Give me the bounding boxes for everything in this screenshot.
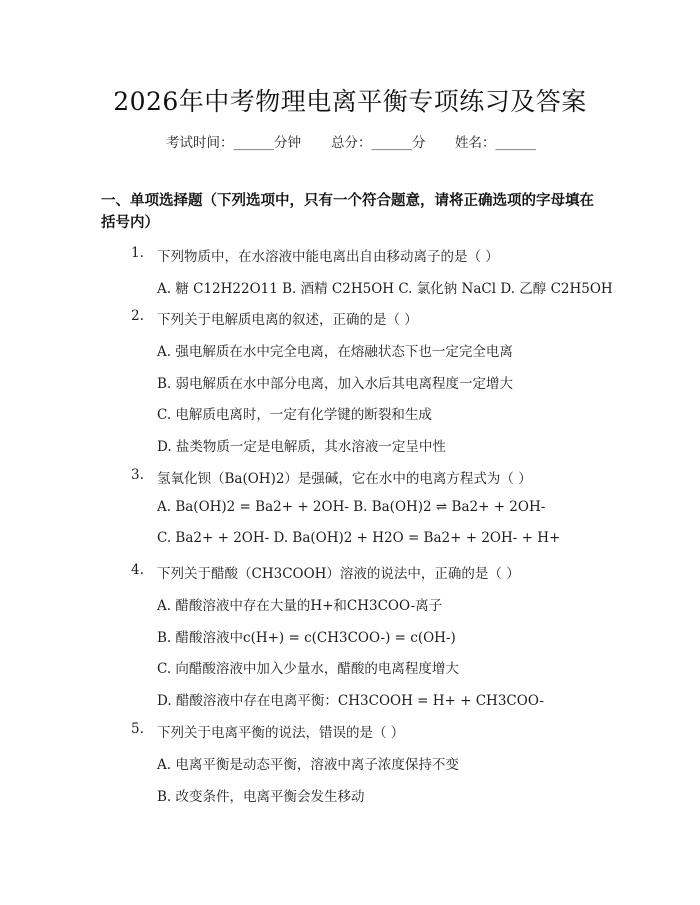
score-field: 总分：______分	[331, 135, 426, 151]
question-option: C. 电解质电离时，一定有化学键的断裂和生成	[157, 407, 432, 423]
question-option: A. 醋酸溶液中存在大量的H+和CH3COO-离子	[157, 598, 443, 614]
question-number: 1.	[131, 245, 144, 261]
question-text: 下列关于醋酸（CH3COOH）溶液的说法中，正确的是（ ）	[157, 566, 520, 582]
section-heading: 一、单项选择题（下列选项中，只有一个符合题意，请将正确选项的字母填在括号内）	[101, 192, 594, 231]
question-text: 氢氧化钡（Ba(OH)2）是强碱，它在水中的电离方程式为（ ）	[157, 471, 532, 487]
question-option: A. 强电解质在水中完全电离，在熔融状态下也一定完全电离	[157, 344, 513, 360]
question-option: A. 电离平衡是动态平衡，溶液中离子浓度保持不变	[157, 757, 459, 773]
name-field: 姓名：______	[455, 135, 536, 151]
question-number: 3.	[131, 467, 144, 483]
question-option: B. 醋酸溶液中c(H+) = c(CH3COO-) = c(OH-)	[157, 630, 456, 646]
question-number: 2.	[131, 308, 144, 324]
question-option: C. 向醋酸溶液中加入少量水，醋酸的电离程度增大	[157, 661, 459, 677]
question-number: 5.	[131, 721, 144, 737]
question-option: A. Ba(OH)2 = Ba2+ + 2OH- B. Ba(OH)2 ⇌ Ba2+ + 2OH-	[157, 499, 546, 515]
question-option: C. Ba2+ + 2OH- D. Ba(OH)2 + H2O = Ba2+ + 2OH- + H+	[157, 530, 561, 546]
question-option: B. 弱电解质在水中部分电离，加入水后其电离程度一定增大	[157, 376, 514, 392]
page-title: 2026年中考物理电离平衡专项练习及答案	[113, 87, 587, 116]
question-text: 下列关于电解质电离的叙述，正确的是（ ）	[157, 312, 418, 328]
question-option: B. 改变条件，电离平衡会发生移动	[157, 789, 365, 805]
question-option: D. 醋酸溶液中存在电离平衡：CH3COOH = H+ + CH3COO-	[157, 693, 544, 709]
question-text: 下列物质中，在水溶液中能电离出自由移动离子的是（ ）	[157, 249, 499, 265]
question-text: 下列关于电离平衡的说法，错误的是（ ）	[157, 725, 405, 741]
question-option: D. 盐类物质一定是电解质，其水溶液一定呈中性	[157, 439, 446, 455]
question-number: 4.	[131, 562, 144, 578]
time-field: 考试时间：______分钟	[166, 135, 301, 151]
question-option: A. 糖 C12H22O11 B. 酒精 C2H5OH C. 氯化钠 NaCl D. 乙醇 C2H5OH	[157, 281, 613, 297]
